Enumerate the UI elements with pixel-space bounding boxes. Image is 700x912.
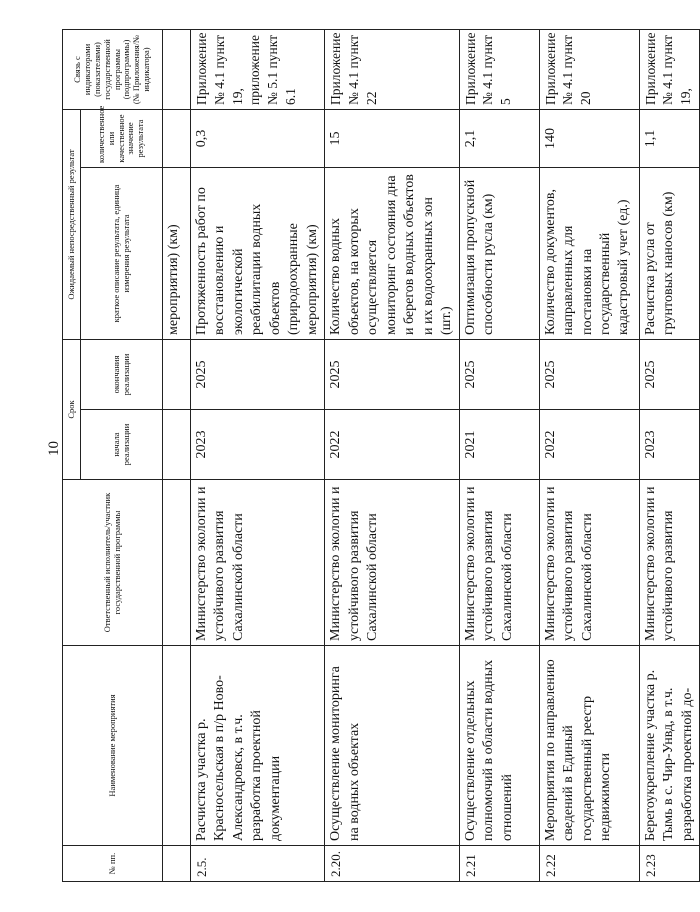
header-result-value: количественное или качественное значение результата	[81, 110, 163, 168]
header-term: Срок	[63, 340, 81, 480]
row-num: 2.5.	[191, 846, 325, 882]
row-name: Берегоукрепление участка р. Тымь в с. Чир-Унвд, в т.ч. разработка проектной до-	[639, 646, 699, 846]
row-name: Осуществление мониторинга на водных объектах	[325, 646, 459, 846]
header-result: Ожидаемый непосредственный результат	[63, 110, 81, 340]
row-end: 2025	[191, 340, 325, 410]
table-row	[639, 30, 699, 882]
activities-table	[62, 29, 700, 882]
continuation-result-desc: мероприятия) (км)	[163, 168, 191, 340]
table-row	[191, 30, 325, 882]
row-name: Мероприятия по направлению сведений в Единый государственный реестр недвижимости	[539, 646, 639, 846]
table-row	[459, 30, 539, 882]
row-result-value: 140	[539, 110, 639, 168]
row-name: Расчистка участка р. Красносельская в п/р Ново-Александровск, в т.ч. разработка проектной документации	[191, 646, 325, 846]
row-result-desc: Расчистка русла от грунтовых наносов (км)	[639, 168, 699, 340]
row-num: 2.22	[539, 846, 639, 882]
row-responsible: Министерство экологии и устойчивого развития Сахалинской области	[459, 480, 539, 646]
continuation-row	[163, 30, 191, 882]
row-link: Приложение № 4.1 пункт 19, приложение № 5.1 пункт 6.1	[191, 30, 325, 110]
row-result-value: 1,1	[639, 110, 699, 168]
row-result-desc: Количество водных объектов, на которых осуществляется мониторинг состояния дна и берегов водных объектов и их водоохранных зон (шт.)	[325, 168, 459, 340]
page-number: 10	[46, 441, 62, 456]
row-link: Приложение № 4.1 пункт 5	[459, 30, 539, 110]
row-link: Приложение № 4.1 пункт 22	[325, 30, 459, 110]
header-num: № пп.	[63, 846, 163, 882]
rotated-table-wrapper	[62, 30, 695, 882]
row-responsible: Министерство экологии и устойчивого развития	[639, 480, 699, 646]
row-end: 2025	[459, 340, 539, 410]
row-num: 2.23	[639, 846, 699, 882]
row-link: Приложение № 4.1 пункт 19,	[639, 30, 699, 110]
table-row	[539, 30, 639, 882]
row-result-value: 2,1	[459, 110, 539, 168]
header-term-start: начала реализации	[81, 410, 163, 480]
row-result-value: 15	[325, 110, 459, 168]
row-num: 2.20.	[325, 846, 459, 882]
row-start: 2022	[325, 410, 459, 480]
table-row	[325, 30, 459, 882]
header-result-desc: краткое описание результата, единица измерения результата	[81, 168, 163, 340]
row-responsible: Министерство экологии и устойчивого развития Сахалинской области	[539, 480, 639, 646]
row-start: 2022	[539, 410, 639, 480]
row-link: Приложение № 4.1 пункт 20	[539, 30, 639, 110]
row-end: 2025	[539, 340, 639, 410]
row-num: 2.21	[459, 846, 539, 882]
row-start: 2021	[459, 410, 539, 480]
row-result-value: 0,3	[191, 110, 325, 168]
header-term-end: окончания реализации	[81, 340, 163, 410]
row-name: Осуществление отдельных полномочий в области водных отношений	[459, 646, 539, 846]
row-responsible: Министерство экологии и устойчивого развития Сахалинской области	[191, 480, 325, 646]
row-end: 2025	[325, 340, 459, 410]
header-responsible: Ответственный исполнитель/участник государственной программы	[63, 480, 163, 646]
row-responsible: Министерство экологии и устойчивого развития Сахалинской области	[325, 480, 459, 646]
row-end: 2025	[639, 340, 699, 410]
header-name: Наименование мероприятия	[63, 646, 163, 846]
header-link: Связь с индикаторами (показателями) государственной программы (подпрограммы) (№ Приложения/№ индикатора)	[63, 30, 163, 110]
row-start: 2023	[191, 410, 325, 480]
row-result-desc: Оптимизация пропускной способности русла (км)	[459, 168, 539, 340]
row-result-desc: Протяженность работ по восстановлению и экологической реабилитации водных объектов (природоохранные мероприятия) (км)	[191, 168, 325, 340]
row-start: 2023	[639, 410, 699, 480]
row-result-desc: Количество документов, направленных для постановки на государственный кадастровый учет (ед.)	[539, 168, 639, 340]
